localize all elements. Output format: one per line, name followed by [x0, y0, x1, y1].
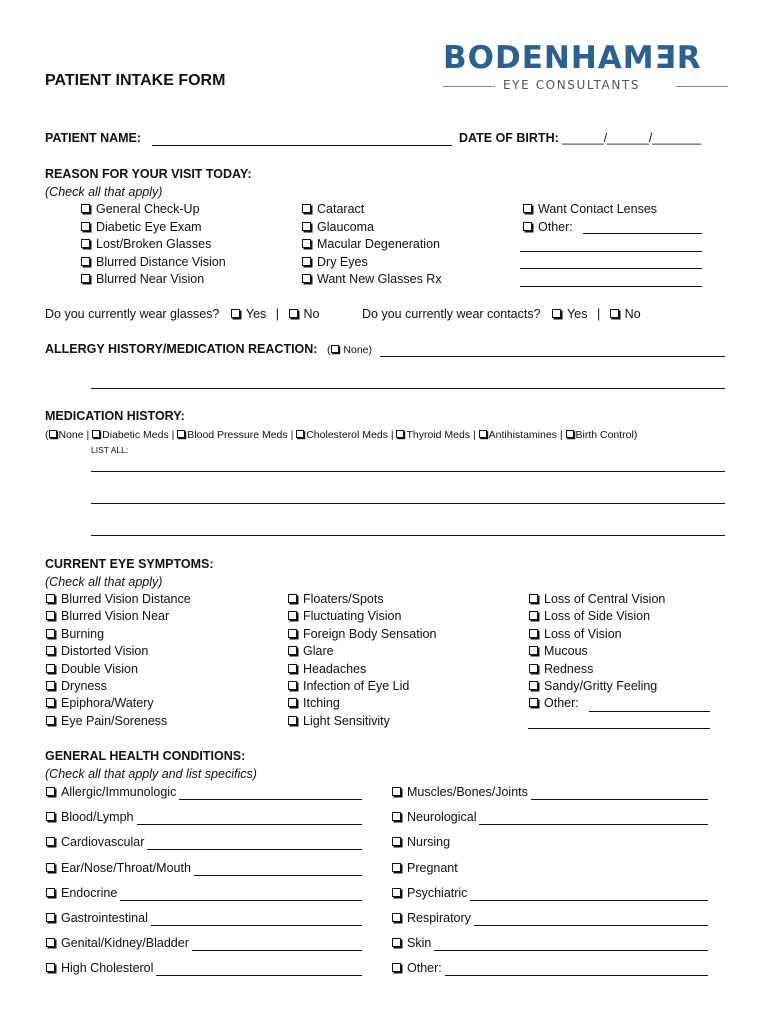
logo-rule-left: [443, 86, 495, 87]
reason-other-label: Other:: [538, 219, 573, 234]
symptom-double-vision-checkbox[interactable]: [46, 664, 55, 673]
dob-field[interactable]: ______/______/_______: [562, 131, 702, 145]
health-endocrine-checkbox[interactable]: [46, 888, 55, 897]
symptom-infection-of-eye-lid[interactable]: [288, 679, 409, 693]
medication-list-all-label: LIST ALL:: [91, 445, 129, 455]
reason-diabetic-eye-exam-checkbox[interactable]: [81, 222, 90, 231]
reason-macular-degeneration[interactable]: [302, 237, 440, 251]
divider: |: [287, 429, 297, 441]
contacts-yes-label: Yes: [567, 307, 588, 321]
divider: |: [387, 429, 397, 441]
health-neurological[interactable]: [392, 810, 476, 824]
symptom-double-vision[interactable]: [46, 662, 138, 676]
health-heading: GENERAL HEALTH CONDITIONS:: [45, 749, 246, 763]
reason-lost-broken-glasses-label: Lost/Broken Glasses: [96, 237, 212, 251]
reason-blurred-distance-vision-checkbox[interactable]: [81, 257, 90, 266]
divider: |: [168, 429, 178, 441]
contacts-yes-checkbox[interactable]: [552, 309, 561, 318]
glasses-yes-label: Yes: [245, 307, 267, 321]
glasses-no-label: No: [303, 307, 320, 321]
symptom-sandy-gritty-feeling-label: Sandy/Gritty Feeling: [544, 679, 658, 693]
symptom-epiphora-watery[interactable]: [46, 696, 154, 710]
symptom-blurred-vision-distance-label: Blurred Vision Distance: [61, 592, 191, 606]
symptom-fluctuating-vision-label: Fluctuating Vision: [303, 609, 402, 624]
contacts-question-row: [362, 307, 641, 321]
health-pregnant-checkbox[interactable]: [392, 863, 401, 872]
health-allergic-immunologic-checkbox[interactable]: [46, 787, 55, 796]
reason-macular-degeneration-checkbox[interactable]: [302, 239, 311, 248]
med-blood-pressure-meds-label: Blood Pressure Meds: [187, 429, 288, 441]
symptom-eye-pain-soreness[interactable]: [46, 714, 167, 728]
symptom-other-label: Other:: [544, 696, 579, 711]
paren: (: [327, 344, 331, 356]
symptom-burning[interactable]: [46, 627, 104, 641]
health-high-cholesterol[interactable]: [46, 961, 153, 975]
reason-other-checkbox[interactable]: [523, 222, 532, 231]
divider: |: [596, 307, 601, 321]
symptom-itching-checkbox[interactable]: [288, 698, 297, 707]
health-blood-lymph-checkbox[interactable]: [46, 812, 55, 821]
reason-cataract-checkbox[interactable]: [302, 204, 311, 213]
health-skin-line[interactable]: [434, 950, 708, 951]
reason-other[interactable]: [523, 220, 573, 234]
symptom-redness[interactable]: [529, 662, 593, 676]
symptom-blurred-vision-near-checkbox[interactable]: [46, 611, 55, 620]
symptom-redness-checkbox[interactable]: [529, 664, 538, 673]
logo-wordmark: BODENHAMƎR: [443, 40, 702, 76]
reason-instruction: (Check all that apply): [45, 185, 163, 199]
health-other-line[interactable]: [445, 975, 708, 976]
medication-line-1[interactable]: [91, 471, 725, 472]
health-cardiovascular-label: Cardiovascular: [61, 835, 145, 850]
symptom-floaters-spots-label: Floaters/Spots: [303, 592, 384, 606]
reason-want-new-glasses-rx[interactable]: [302, 272, 442, 286]
reason-general-check-up-label: General Check-Up: [96, 202, 200, 216]
symptom-burning-checkbox[interactable]: [46, 629, 55, 638]
health-ear-nose-throat-mouth[interactable]: [46, 861, 191, 875]
contacts-question: Do you currently wear contacts?: [362, 307, 541, 321]
contacts-no-checkbox[interactable]: [610, 309, 619, 318]
med-cholesterol-meds-label: Cholesterol Meds: [306, 429, 388, 441]
symptom-infection-of-eye-lid-checkbox[interactable]: [288, 681, 297, 690]
reason-diabetic-eye-exam-label: Diabetic Eye Exam: [96, 219, 202, 234]
health-respiratory[interactable]: [392, 911, 471, 925]
glasses-no-checkbox[interactable]: [289, 309, 298, 318]
divider: |: [275, 307, 280, 321]
med-none-checkbox[interactable]: [49, 430, 57, 438]
med-birth-control-label: Birth Control): [575, 429, 638, 441]
med-thyroid-meds-label: Thyroid Meds: [406, 429, 471, 441]
logo-rule-right: [676, 86, 728, 87]
symptom-distorted-vision[interactable]: [46, 644, 148, 658]
health-muscles-bones-joints-checkbox[interactable]: [392, 787, 401, 796]
health-cardiovascular-checkbox[interactable]: [46, 837, 55, 846]
symptom-dryness[interactable]: [46, 679, 107, 693]
symptom-floaters-spots-checkbox[interactable]: [288, 594, 297, 603]
health-skin-label: Skin: [407, 936, 432, 951]
form-title: PATIENT INTAKE FORM: [45, 72, 226, 89]
symptom-floaters-spots[interactable]: [288, 592, 384, 606]
health-pregnant[interactable]: [392, 861, 458, 875]
symptom-blurred-vision-distance[interactable]: [46, 592, 191, 606]
dob-label: DATE OF BIRTH:: [459, 131, 559, 145]
health-muscles-bones-joints-label: Muscles/Bones/Joints: [407, 785, 528, 799]
symptoms-other-line[interactable]: [589, 711, 710, 712]
medication-heading: MEDICATION HISTORY:: [45, 409, 185, 423]
health-nursing[interactable]: [392, 835, 450, 849]
symptom-glare-label: Glare: [303, 644, 334, 659]
health-pregnant-label: Pregnant: [407, 860, 458, 875]
health-other-label: Other:: [407, 961, 442, 976]
reason-heading: REASON FOR YOUR VISIT TODAY:: [45, 167, 252, 181]
reason-other-line-3[interactable]: [520, 268, 702, 269]
symptom-foreign-body-sensation[interactable]: [288, 627, 436, 641]
allergy-none-option: [327, 344, 372, 356]
health-nursing-checkbox[interactable]: [392, 837, 401, 846]
health-muscles-bones-joints[interactable]: [392, 785, 528, 799]
allergy-none-label: None): [343, 344, 373, 356]
allergy-heading: ALLERGY HISTORY/MEDICATION REACTION:: [45, 342, 318, 356]
symptom-loss-of-central-vision-checkbox[interactable]: [529, 594, 538, 603]
health-respiratory-label: Respiratory: [407, 911, 471, 925]
health-gastrointestinal-checkbox[interactable]: [46, 913, 55, 922]
reason-diabetic-eye-exam[interactable]: [81, 220, 202, 234]
symptom-other-checkbox[interactable]: [529, 698, 538, 707]
health-nursing-label: Nursing: [407, 835, 451, 850]
symptom-itching[interactable]: [288, 696, 340, 710]
health-gastrointestinal-label: Gastrointestinal: [61, 911, 148, 925]
symptoms-other-line-2[interactable]: [528, 728, 710, 729]
allergy-line-2[interactable]: [91, 388, 725, 389]
health-endocrine-label: Endocrine: [61, 885, 118, 900]
health-cardiovascular-line[interactable]: [147, 849, 362, 850]
symptom-glare[interactable]: [288, 644, 334, 658]
health-other-checkbox[interactable]: [392, 963, 401, 972]
glasses-question: Do you currently wear glasses?: [45, 307, 220, 321]
reason-cataract[interactable]: [302, 202, 364, 216]
medication-line-3[interactable]: [91, 535, 725, 536]
reason-other-line[interactable]: [583, 233, 702, 234]
health-ear-nose-throat-mouth-label: Ear/Nose/Throat/Mouth: [61, 860, 191, 875]
reason-dry-eyes[interactable]: [302, 255, 368, 269]
health-blood-lymph-line[interactable]: [137, 824, 363, 825]
health-skin[interactable]: [392, 936, 431, 950]
symptoms-instruction: (Check all that apply): [45, 575, 163, 589]
reason-glaucoma[interactable]: [302, 220, 374, 234]
med-diabetic-meds-label: Diabetic Meds: [102, 429, 169, 441]
symptom-sandy-gritty-feeling-checkbox[interactable]: [529, 681, 538, 690]
patient-name-label: PATIENT NAME:: [45, 131, 142, 145]
health-psychiatric-line[interactable]: [470, 900, 708, 901]
health-muscles-bones-joints-line[interactable]: [531, 799, 708, 800]
med-diabetic-meds-checkbox[interactable]: [92, 430, 100, 438]
symptom-dryness-label: Dryness: [61, 679, 107, 693]
reason-cataract-label: Cataract: [317, 202, 365, 216]
health-respiratory-line[interactable]: [474, 925, 708, 926]
symptom-foreign-body-sensation-label: Foreign Body Sensation: [303, 626, 437, 641]
reason-want-contact-lenses[interactable]: [523, 202, 657, 216]
reason-lost-broken-glasses-checkbox[interactable]: [81, 239, 90, 248]
health-gastrointestinal-line[interactable]: [151, 925, 362, 926]
reason-other-line-2[interactable]: [520, 251, 702, 252]
symptom-blurred-vision-near[interactable]: [46, 609, 169, 623]
symptom-loss-of-side-vision-checkbox[interactable]: [529, 611, 538, 620]
divider: |: [470, 429, 479, 441]
health-allergic-immunologic[interactable]: [46, 785, 176, 799]
symptom-glare-checkbox[interactable]: [288, 646, 297, 655]
symptom-infection-of-eye-lid-label: Infection of Eye Lid: [303, 679, 410, 693]
reason-blurred-distance-vision-label: Blurred Distance Vision: [96, 254, 226, 269]
health-skin-checkbox[interactable]: [392, 938, 401, 947]
health-genital-kidney-bladder-label: Genital/Kidney/Bladder: [61, 936, 189, 951]
medication-line-2[interactable]: [91, 503, 725, 504]
health-blood-lymph-label: Blood/Lymph: [61, 810, 134, 825]
symptom-loss-of-central-vision[interactable]: [529, 592, 665, 606]
med-none-label: None: [58, 429, 84, 441]
allergy-line-1[interactable]: [380, 356, 725, 357]
reason-glaucoma-label: Glaucoma: [317, 219, 374, 234]
symptom-eye-pain-soreness-checkbox[interactable]: [46, 716, 55, 725]
reason-want-contact-lenses-label: Want Contact Lenses: [538, 202, 658, 216]
health-psychiatric[interactable]: [392, 886, 467, 900]
reason-want-new-glasses-rx-label: Want New Glasses Rx: [317, 272, 442, 286]
symptom-itching-label: Itching: [303, 696, 340, 711]
symptom-light-sensitivity-label: Light Sensitivity: [303, 713, 390, 728]
health-neurological-line[interactable]: [479, 824, 708, 825]
health-genital-kidney-bladder[interactable]: [46, 936, 189, 950]
health-allergic-immunologic-line[interactable]: [179, 799, 362, 800]
symptom-blurred-vision-distance-checkbox[interactable]: [46, 594, 55, 603]
symptom-headaches-checkbox[interactable]: [288, 664, 297, 673]
reason-want-new-glasses-rx-checkbox[interactable]: [302, 274, 311, 283]
symptom-other[interactable]: [529, 696, 579, 710]
health-genital-kidney-bladder-checkbox[interactable]: [46, 938, 55, 947]
med-blood-pressure-meds-checkbox[interactable]: [177, 430, 185, 438]
health-psychiatric-label: Psychiatric: [407, 885, 468, 900]
allergy-none-checkbox[interactable]: [331, 345, 339, 353]
divider: |: [83, 429, 93, 441]
symptom-loss-of-vision[interactable]: [529, 627, 622, 641]
glasses-yes-checkbox[interactable]: [231, 309, 240, 318]
health-respiratory-checkbox[interactable]: [392, 913, 401, 922]
health-high-cholesterol-line[interactable]: [156, 975, 362, 976]
reason-blurred-near-vision-label: Blurred Near Vision: [96, 272, 205, 286]
symptom-mucous[interactable]: [529, 644, 588, 658]
symptom-mucous-checkbox[interactable]: [529, 646, 538, 655]
symptom-epiphora-watery-checkbox[interactable]: [46, 698, 55, 707]
reason-general-check-up[interactable]: [81, 202, 200, 216]
health-allergic-immunologic-label: Allergic/Immunologic: [61, 785, 177, 799]
symptom-loss-of-vision-label: Loss of Vision: [544, 626, 622, 641]
divider: |: [556, 429, 566, 441]
symptom-light-sensitivity[interactable]: [288, 714, 390, 728]
reason-dry-eyes-checkbox[interactable]: [302, 257, 311, 266]
med-antihistamines-checkbox[interactable]: [479, 430, 487, 438]
symptom-distorted-vision-label: Distorted Vision: [61, 644, 149, 659]
health-psychiatric-checkbox[interactable]: [392, 888, 401, 897]
symptom-epiphora-watery-label: Epiphora/Watery: [61, 696, 154, 711]
health-neurological-label: Neurological: [407, 810, 477, 825]
health-high-cholesterol-label: High Cholesterol: [61, 961, 154, 976]
symptom-loss-of-side-vision-label: Loss of Side Vision: [544, 609, 651, 624]
symptom-foreign-body-sensation-checkbox[interactable]: [288, 629, 297, 638]
symptom-loss-of-central-vision-label: Loss of Central Vision: [544, 592, 666, 606]
patient-name-field[interactable]: [152, 145, 452, 146]
reason-want-contact-lenses-checkbox[interactable]: [523, 204, 532, 213]
symptom-mucous-label: Mucous: [544, 644, 588, 659]
health-endocrine-line[interactable]: [120, 900, 362, 901]
reason-blurred-near-vision-checkbox[interactable]: [81, 274, 90, 283]
symptom-redness-label: Redness: [544, 661, 594, 676]
symptom-loss-of-vision-checkbox[interactable]: [529, 629, 538, 638]
symptom-sandy-gritty-feeling[interactable]: [529, 679, 657, 693]
symptom-light-sensitivity-checkbox[interactable]: [288, 716, 297, 725]
reason-lost-broken-glasses[interactable]: [81, 237, 211, 251]
glasses-question-row: [45, 307, 319, 321]
health-cardiovascular[interactable]: [46, 835, 144, 849]
symptom-dryness-checkbox[interactable]: [46, 681, 55, 690]
health-ear-nose-throat-mouth-line[interactable]: [194, 875, 362, 876]
reason-glaucoma-checkbox[interactable]: [302, 222, 311, 231]
symptom-headaches-label: Headaches: [303, 661, 367, 676]
reason-blurred-distance-vision[interactable]: [81, 255, 226, 269]
health-ear-nose-throat-mouth-checkbox[interactable]: [46, 863, 55, 872]
symptom-blurred-vision-near-label: Blurred Vision Near: [61, 609, 170, 624]
health-gastrointestinal[interactable]: [46, 911, 148, 925]
symptom-double-vision-label: Double Vision: [61, 661, 138, 676]
med-birth-control-checkbox[interactable]: [566, 430, 574, 438]
health-high-cholesterol-checkbox[interactable]: [46, 963, 55, 972]
health-instruction: (Check all that apply and list specifics): [45, 767, 257, 781]
paren: (: [45, 429, 49, 441]
reason-general-check-up-checkbox[interactable]: [81, 204, 90, 213]
reason-other-line-4[interactable]: [520, 286, 702, 287]
health-endocrine[interactable]: [46, 886, 117, 900]
symptom-fluctuating-vision[interactable]: [288, 609, 401, 623]
health-blood-lymph[interactable]: [46, 810, 134, 824]
reason-dry-eyes-label: Dry Eyes: [317, 254, 368, 269]
symptoms-heading: CURRENT EYE SYMPTOMS:: [45, 557, 214, 571]
health-other[interactable]: [392, 961, 442, 975]
symptom-fluctuating-vision-checkbox[interactable]: [288, 611, 297, 620]
symptom-loss-of-side-vision[interactable]: [529, 609, 650, 623]
symptom-eye-pain-soreness-label: Eye Pain/Soreness: [61, 713, 168, 728]
symptom-distorted-vision-checkbox[interactable]: [46, 646, 55, 655]
contacts-no-label: No: [624, 307, 641, 321]
medication-options: [45, 429, 637, 441]
health-genital-kidney-bladder-line[interactable]: [192, 950, 362, 951]
health-neurological-checkbox[interactable]: [392, 812, 401, 821]
reason-blurred-near-vision[interactable]: [81, 272, 204, 286]
reason-macular-degeneration-label: Macular Degeneration: [317, 237, 440, 251]
symptom-burning-label: Burning: [61, 626, 105, 641]
logo-tagline: EYE CONSULTANTS: [503, 78, 641, 92]
med-thyroid-meds-checkbox[interactable]: [396, 430, 404, 438]
symptom-headaches[interactable]: [288, 662, 366, 676]
med-cholesterol-meds-checkbox[interactable]: [296, 430, 304, 438]
med-antihistamines-label: Antihistamines: [488, 429, 557, 441]
